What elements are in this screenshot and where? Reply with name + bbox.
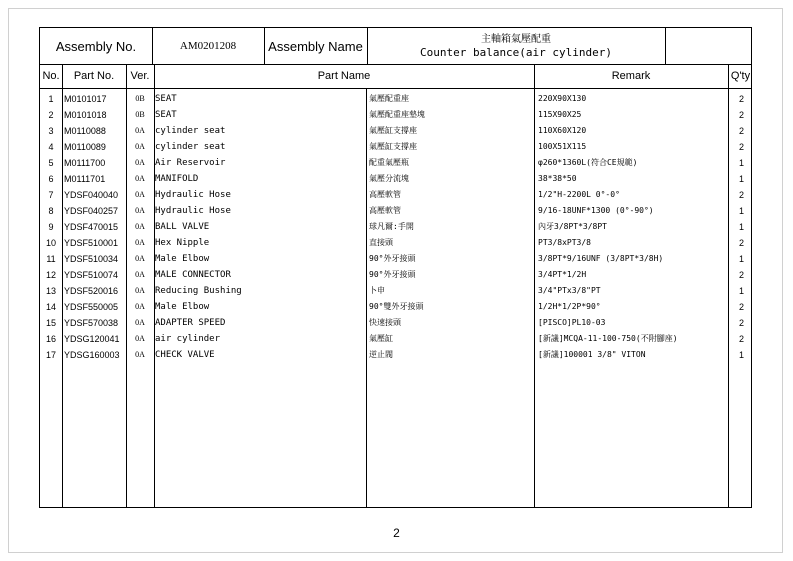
cell-ver: 0A (135, 254, 145, 263)
cell-name-cn: 90°外牙接頭 (369, 254, 416, 263)
cell-part-no: YDSG160003 (64, 350, 120, 360)
cell-part-no: YDSF040040 (64, 190, 119, 200)
cell-name-cn: 配重氣壓瓶 (369, 158, 409, 167)
assembly-name-label: Assembly Name (268, 38, 363, 54)
cell-name: air cylinder (155, 334, 221, 344)
cell-part-no: YDSF510074 (64, 270, 119, 280)
table-row (40, 219, 751, 235)
assembly-name-en: Counter balance(air cylinder) (419, 45, 613, 59)
cell-qty: 2 (738, 238, 744, 248)
cell-no: 17 (45, 350, 56, 360)
cell-part-no: M0110088 (64, 126, 106, 136)
cell-remark: 3/4"PTx3/8"PT (538, 286, 601, 295)
cell-ver: 0A (135, 350, 145, 359)
cell-name-cn: 氣壓配重座 (369, 94, 409, 103)
cell-no: 14 (45, 302, 56, 312)
cell-name-cn: 逆止閥 (369, 350, 393, 359)
cell-remark: [PISCO]PL10-03 (538, 318, 606, 327)
cell-remark: 9/16-18UNF*1300 (0°-90°) (538, 206, 654, 215)
cell-qty: 2 (738, 302, 744, 312)
cell-ver: 0A (135, 142, 145, 151)
cell-name-cn: 高壓軟管 (369, 190, 401, 199)
cell-name-cn: 氣壓缸 (369, 334, 393, 343)
cell-name: CHECK VALVE (155, 350, 215, 360)
cell-name-cn: 氣壓配重座墊塊 (369, 110, 425, 119)
cell-name: cylinder seat (155, 142, 226, 152)
cell-no: 15 (45, 318, 56, 328)
table-row (40, 123, 751, 139)
table-row (40, 331, 751, 347)
column-header-row (40, 64, 751, 89)
cell-no: 13 (45, 286, 56, 296)
col-remark-header: Remark (611, 70, 651, 82)
cell-part-no: YDSG120041 (64, 334, 120, 344)
cell-name: SEAT (155, 94, 177, 104)
cell-no: 9 (48, 222, 54, 232)
cell-qty: 2 (738, 126, 744, 136)
cell-qty: 2 (738, 334, 744, 344)
cell-ver: 0A (135, 158, 145, 167)
col-ver-header: Ver. (130, 70, 150, 82)
cell-name: MANIFOLD (155, 174, 199, 184)
cell-remark: [新議]MCQA-11-100-750(不附腳座) (538, 334, 678, 343)
cell-name: Reducing Bushing (155, 286, 242, 296)
assembly-name-value (367, 28, 665, 64)
assembly-no-value: AM0201208 (179, 40, 237, 52)
cell-no: 1 (48, 94, 54, 104)
cell-ver: 0A (135, 270, 145, 279)
cell-name: Air Reservoir (155, 158, 226, 168)
cell-name: MALE CONNECTOR (155, 270, 231, 280)
table-row (40, 315, 751, 331)
cell-qty: 2 (738, 142, 744, 152)
cell-qty: 2 (738, 270, 744, 280)
cell-ver: 0A (135, 334, 145, 343)
assembly-name-cn: 主軸箱氣壓配重 (481, 33, 551, 45)
table-row (40, 187, 751, 203)
cell-ver: 0A (135, 126, 145, 135)
cell-name: SEAT (155, 110, 177, 120)
cell-qty: 2 (738, 110, 744, 120)
cell-name-cn: 球凡爾:手開 (369, 222, 414, 231)
table-row (40, 203, 751, 219)
cell-name: Male Elbow (155, 254, 210, 264)
table-row (40, 139, 751, 155)
cell-part-no: YDSF040257 (64, 206, 119, 216)
cell-ver: 0A (135, 318, 145, 327)
cell-name-cn: 直接頭 (369, 238, 393, 247)
cell-ver: 0A (135, 238, 145, 247)
cell-name: Hydraulic Hose (155, 206, 231, 216)
cell-name-cn: 90°外牙接頭 (369, 270, 416, 279)
cell-name: Hydraulic Hose (155, 190, 231, 200)
cell-no: 8 (48, 206, 54, 216)
cell-name: ADAPTER SPEED (155, 318, 226, 328)
cell-no: 6 (48, 174, 54, 184)
cell-no: 4 (48, 142, 54, 152)
cell-part-no: M0101018 (64, 110, 107, 120)
cell-qty: 2 (738, 318, 744, 328)
table-row (40, 283, 751, 299)
table-row (40, 235, 751, 251)
cell-part-no: M0110089 (64, 142, 106, 152)
cell-remark: 115X90X25 (538, 110, 582, 119)
cell-ver: 0A (135, 174, 145, 183)
assembly-header (40, 28, 751, 65)
cell-remark: 3/4PT*1/2H (538, 270, 587, 279)
cell-remark: 內牙3/8PT*3/8PT (538, 222, 607, 231)
cell-no: 7 (48, 190, 54, 200)
cell-part-no: M0111701 (64, 174, 106, 184)
cell-no: 10 (45, 238, 56, 248)
cell-remark: 110X60X120 (538, 126, 587, 135)
cell-ver: 0A (135, 286, 145, 295)
cell-part-no: M0101017 (64, 94, 107, 104)
cell-name-cn: 氣壓缸支撐座 (369, 126, 417, 135)
table-row (40, 171, 751, 187)
cell-qty: 2 (738, 190, 744, 200)
cell-name-cn: 90°雙外牙接頭 (369, 302, 424, 311)
cell-ver: 0A (135, 190, 145, 199)
cell-part-no: YDSF510034 (64, 254, 119, 264)
cell-name: Hex Nipple (155, 238, 210, 248)
cell-part-no: YDSF510001 (64, 238, 119, 248)
cell-no: 5 (48, 158, 54, 168)
table-row (40, 251, 751, 267)
cell-no: 12 (45, 270, 56, 280)
cell-ver: 0A (135, 302, 145, 311)
cell-part-no: YDSF570038 (64, 318, 119, 328)
cell-qty: 1 (738, 286, 744, 296)
cell-name-cn: 高壓軟管 (369, 206, 401, 215)
cell-remark: 1/2H*1/2P*90° (538, 302, 601, 311)
page-number: 2 (393, 526, 400, 540)
cell-qty: 1 (738, 174, 744, 184)
cell-remark: PT3/8xPT3/8 (538, 238, 591, 247)
col-no-header: No. (42, 70, 60, 82)
cell-no: 16 (45, 334, 56, 344)
cell-name: BALL VALVE (155, 222, 210, 232)
cell-remark: 3/8PT*9/16UNF (3/8PT*3/8H) (538, 254, 664, 263)
cell-remark: 38*38*50 (538, 174, 577, 183)
cell-part-no: YDSF550005 (64, 302, 119, 312)
cell-qty: 1 (738, 254, 744, 264)
cell-part-no: YDSF470015 (64, 222, 119, 232)
cell-qty: 1 (738, 206, 744, 216)
cell-remark: 1/2"H-2200L 0°-0° (538, 190, 620, 199)
col-part-no-header: Part No. (73, 70, 115, 82)
assembly-no-label: Assembly No. (55, 38, 137, 54)
cell-remark: 220X90X130 (538, 94, 587, 103)
table-row (40, 267, 751, 283)
table-row (40, 347, 751, 363)
parts-list-sheet (39, 27, 752, 508)
cell-ver: 0B (135, 110, 145, 119)
cell-qty: 1 (738, 350, 744, 360)
cell-name-cn: 氣壓分流塊 (369, 174, 409, 183)
cell-qty: 1 (738, 158, 744, 168)
cell-name-cn: 快速接頭 (369, 318, 401, 327)
cell-part-no: YDSF520016 (64, 286, 119, 296)
cell-qty: 1 (738, 222, 744, 232)
cell-ver: 0A (135, 206, 145, 215)
table-row (40, 299, 751, 315)
cell-remark: φ260*1360L(符合CE規範) (538, 158, 638, 167)
divider (665, 28, 666, 64)
table-row (40, 155, 751, 171)
cell-name-cn: 氣壓缸支撐座 (369, 142, 417, 151)
cell-name-cn: 卜申 (369, 286, 385, 295)
col-part-name-header: Part Name (317, 70, 371, 82)
cell-remark: 100X51X115 (538, 142, 587, 151)
col-qty-header: Q'ty (730, 70, 751, 82)
cell-no: 3 (48, 126, 54, 136)
cell-no: 11 (46, 254, 56, 264)
table-row (40, 107, 751, 123)
cell-part-no: M0111700 (64, 158, 106, 168)
cell-remark: [新議]100001 3/8" VITON (538, 350, 646, 359)
cell-name: cylinder seat (155, 126, 226, 136)
table-row (40, 91, 751, 107)
cell-no: 2 (48, 110, 54, 120)
cell-ver: 0B (135, 94, 145, 103)
cell-qty: 2 (738, 94, 744, 104)
cell-ver: 0A (135, 222, 145, 231)
cell-name: Male Elbow (155, 302, 210, 312)
